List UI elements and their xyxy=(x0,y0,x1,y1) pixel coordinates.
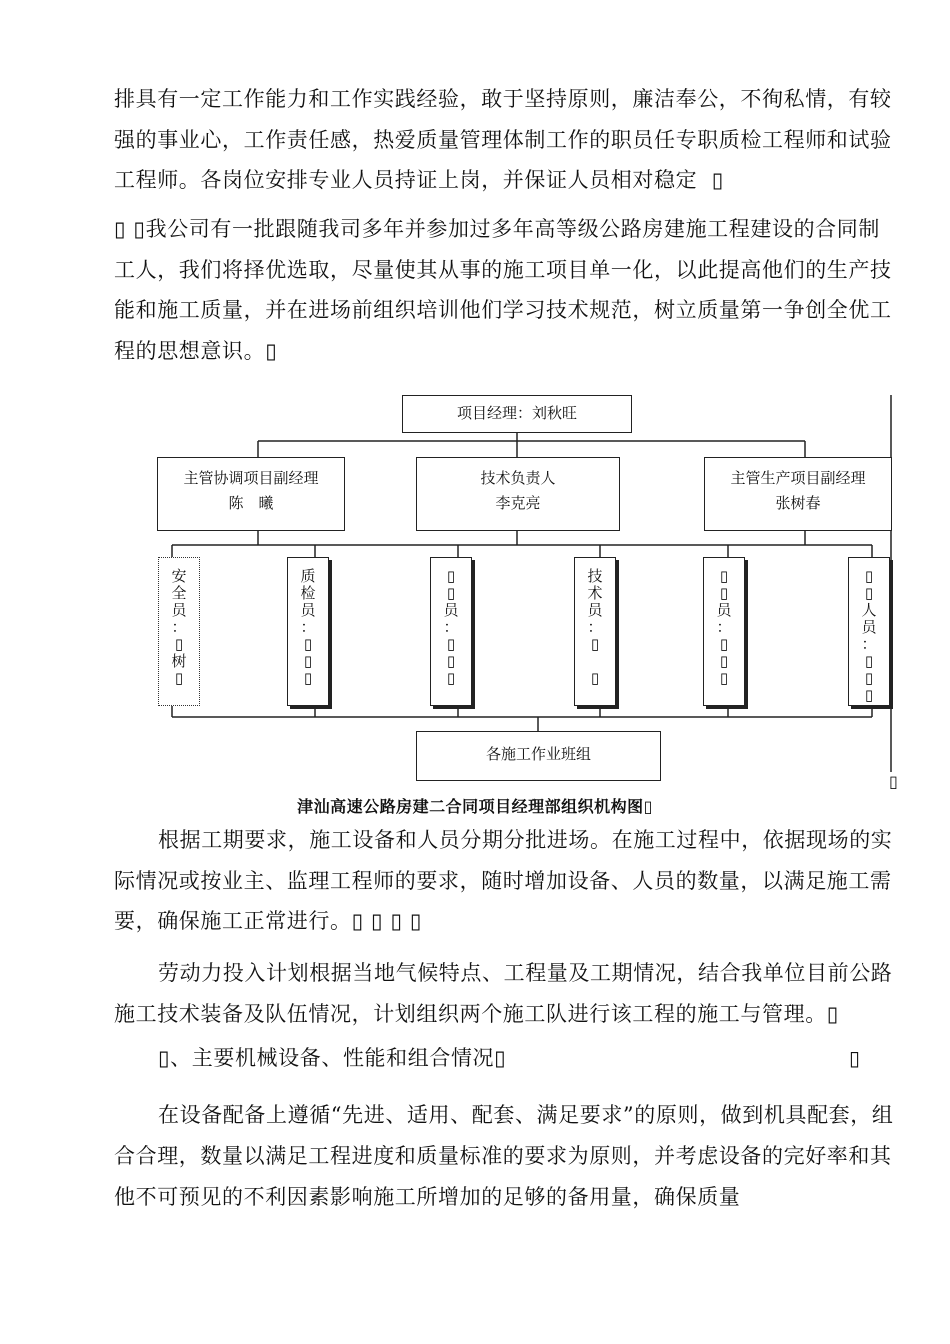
org-staff-quality: 质 检 员 ： ▯ ▯ ▯ xyxy=(287,557,329,706)
org-staff-3: ▯ ▯ 员 ： ▯ ▯ ▯ xyxy=(430,557,472,706)
paragraph-labor-plan: 劳动力投入计划根据当地气候特点、工程量及工期情况，结合我单位目前公路施工技术装备及队伍情况，计划组织两个施工队进行该工程的施工与管理。▯ xyxy=(114,961,893,1026)
org-chart-side-mark: ▯ xyxy=(889,772,898,791)
org-staff-5: ▯ ▯ 员 ： ▯ ▯ ▯ xyxy=(703,557,745,706)
paragraph-schedule: 根据工期要求，施工设备和人员分期分批进场。在施工过程中，依据现场的实际情况或按业主、监理工程师的要求，随时增加设备、人员的数量，以满足施工需要，确保施工正常进行。▯ ▯ ▯ ▯ xyxy=(114,828,893,933)
org-staff-6: ▯ ▯ 人 员 ： ▯ ▯ ▯ xyxy=(848,557,890,706)
org-chart-caption: 津汕高速公路房建二合同项目经理部组织机构图▯ xyxy=(297,797,653,816)
section-heading-equipment: ▯、主要机械设备、性能和组合情况▯ xyxy=(158,1046,507,1070)
org-node-technical-lead xyxy=(416,457,620,531)
org-node-name: 陈 曦 xyxy=(228,494,274,512)
org-node-name: 张树春 xyxy=(775,494,821,512)
org-node-deputy-coordination xyxy=(157,457,345,531)
org-staff-safety: 安 全 员 ： ▯ 树 ▯ xyxy=(158,557,200,706)
paragraph-equipment-principle: 在设备配备上遵循“先进、适用、配套、满足要求”的原则，做到机具配套，组合合理，数量以满足工程进度和质量标准的要求为原则，并考虑设备的完好率和其他不可预见的不利因素影响施工所增加的足够的备用量，确保质量 xyxy=(114,1103,894,1209)
paragraph-workers: ▯ ▯我公司有一批跟随我司多年并参加过多年高等级公路房建施工程建设的合同制工人，我们将择优选取，尽量使其从事的施工项目单一化，以此提高他们的生产技能和施工质量，并在进场前组织培训他们学习技术规范，树立质量第一争创全优工程的思想意识。▯ xyxy=(114,217,892,363)
org-node-deputy-production xyxy=(704,457,892,531)
org-node-title: 主管协调项目副经理 xyxy=(183,469,319,487)
org-node-project-manager: 项目经理：刘秋旺 xyxy=(402,395,632,433)
org-node-name: 李克亮 xyxy=(495,494,541,512)
org-node-title: 技术负责人 xyxy=(480,469,556,487)
org-staff-technician: 技 术 员 ： ▯ ▯ xyxy=(574,557,616,706)
paragraph-staffing: 排具有一定工作能力和工作实践经验，敢于坚持原则，廉洁奉公，不徇私情，有较强的事业心，工作责任感，热爱质量管理体制工作的职员任专职质检工程师和试验工程师。各岗位安排专业人员持证上岗，并保证人员相对稳定 ▯ xyxy=(114,87,892,192)
section-heading-mark: ▯ xyxy=(849,1046,861,1070)
org-node-work-teams: 各施工作业班组 xyxy=(416,731,661,781)
org-node-title: 主管生产项目副经理 xyxy=(730,469,866,487)
